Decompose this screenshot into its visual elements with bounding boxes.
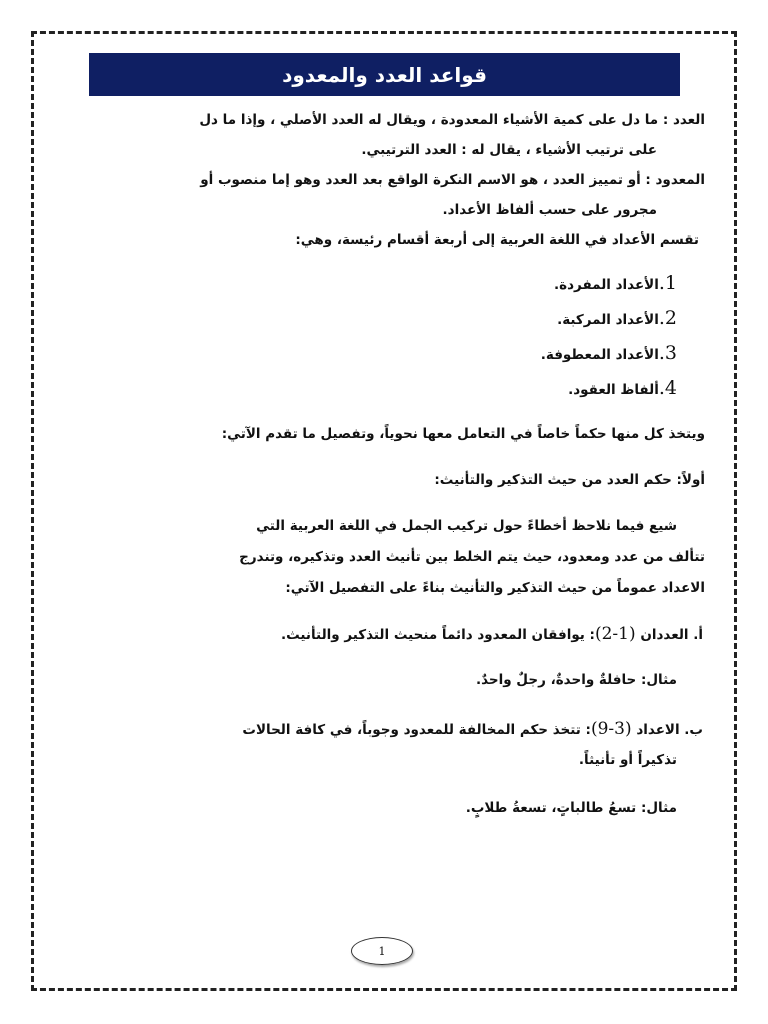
number-definition-line1: العدد : ما دل على كمية الأشياء المعدودة ، ويقال له العدد الأصلي ، وإذا ما دل [199, 112, 705, 128]
category-item-2 [557, 307, 677, 329]
rule-a: أ. العددان (1-2): يوافقان المعدود دائماً منحيث التذكير والتأنيث. [280, 624, 703, 644]
category-label: الأعداد المفردة. [554, 277, 659, 293]
page-number: 1 [378, 944, 386, 958]
paragraph-line1: شيع فيما نلاحظ أخطاءً حول تركيب الجمل في اللغة العربية التي [256, 518, 677, 534]
page-title-text: قواعد العدد والمعدود [282, 62, 487, 87]
rule-b-example: مثال: تسعُ طالباتٍ، تسعةُ طلابٍ. [465, 800, 677, 816]
page-number-badge [351, 937, 413, 965]
category-number: 2. [658, 307, 677, 329]
category-label: الأعداد المركبة. [557, 312, 659, 328]
category-number: 4. [658, 377, 677, 399]
paragraph-line2: تتألف من عدد ومعدود، حيث يتم الخلط بين تأنيث العدد وتذكيره، وتندرج [239, 549, 705, 565]
category-item-1 [554, 272, 677, 294]
rule-b-line2: تذكيراً أو تأنيثاً. [578, 752, 677, 768]
paragraph-line3: الاعداد عموماً من حيث التذكير والتأنيث بناءً على التفصيل الآتي: [285, 580, 705, 596]
section-heading: أولاً: حكم العدد من حيث التذكير والتأنيث: [434, 472, 705, 488]
category-item-3 [541, 342, 677, 364]
category-label: الأعداد المعطوفة. [540, 347, 659, 363]
page-title [89, 53, 680, 96]
division-sentence: تقسم الأعداد في اللغة العربية إلى أربعة أقسام رئيسة، وهي: [295, 232, 699, 248]
counted-definition-line2: مجرور على حسب ألفاظ الأعداد. [442, 202, 657, 218]
rule-a-example: مثال: حافلةٌ واحدةٌ، رجلٌ واحدٌ. [475, 672, 677, 688]
intro-sentence: ويتخذ كل منها حكماً خاصاً في التعامل معها نحوياً، وتفصيل ما تقدم الآتي: [221, 426, 705, 442]
category-number: 3. [658, 342, 677, 364]
category-label: ألفاظ العقود. [568, 382, 659, 398]
number-definition-line2: على ترتيب الأشياء ، يقال له : العدد الترتيبي. [361, 142, 657, 158]
rule-b: ب. الاعداد (3-9): تتخذ حكم المخالفة للمعدود وجوباً، في كافة الحالات [242, 719, 703, 739]
counted-definition-line1: المعدود : أو تمييز العدد ، هو الاسم النكرة الواقع بعد العدد وهو إما منصوب أو [200, 172, 705, 188]
category-item-4 [568, 377, 677, 399]
category-number: 1. [658, 272, 677, 294]
